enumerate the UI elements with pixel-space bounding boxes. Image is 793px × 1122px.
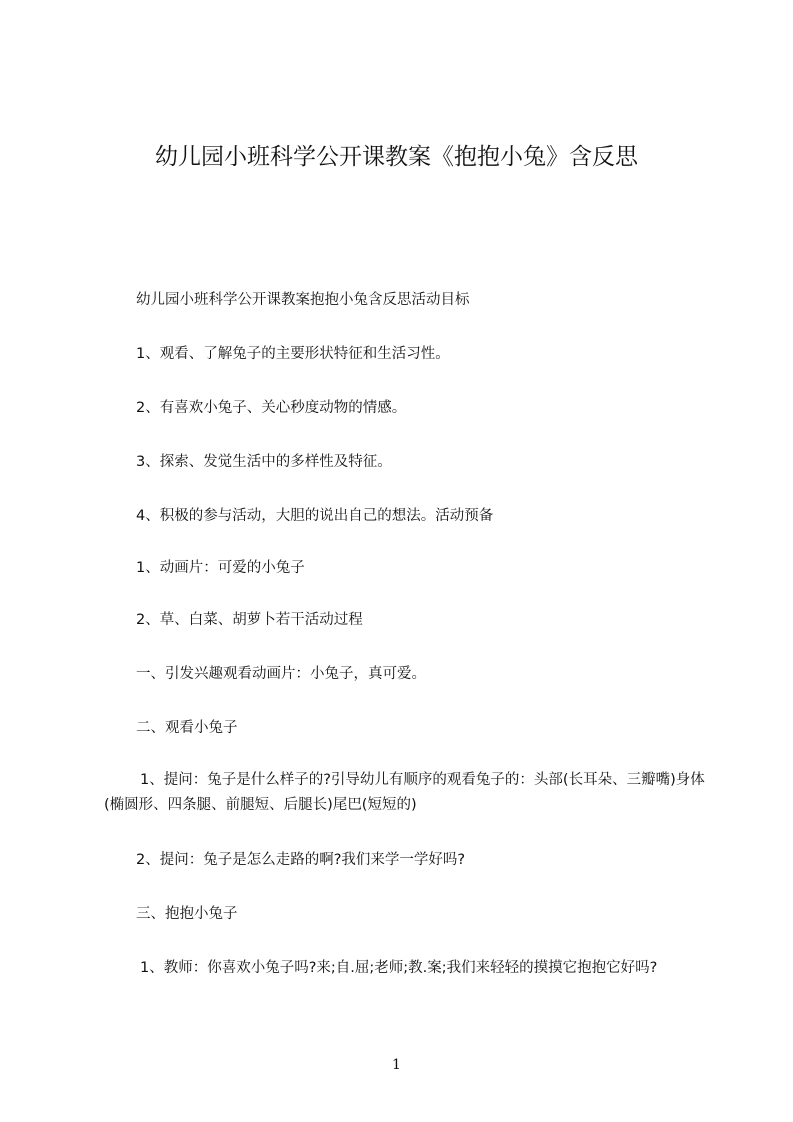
paragraph-step-3-q1: 1、教师：你喜欢小兔子吗?来;自.屈;老师;教.案;我们来轻轻的摸摸它抱抱它好吗? (140, 960, 658, 976)
paragraph-step-2: 二、观看小兔子 (136, 720, 238, 736)
paragraph-intro: 幼儿园小班科学公开课教案抱抱小兔含反思活动目标 (136, 292, 470, 308)
paragraph-step-2-q2: 2、提问：兔子是怎么走路的啊?我们来学一学好吗? (136, 852, 466, 868)
paragraph-goal-1: 1、观看、了解兔子的主要形状特征和生活习性。 (136, 346, 450, 362)
paragraph-step-1: 一、引发兴趣观看动画片：小兔子，真可爱。 (136, 666, 426, 682)
page-number: 1 (392, 1057, 401, 1073)
paragraph-goal-4: 4、积极的参与活动，大胆的说出自己的想法。活动预备 (136, 508, 494, 524)
paragraph-goal-3: 3、探索、发觉生活中的多样性及特征。 (136, 454, 392, 470)
paragraph-goal-2: 2、有喜欢小兔子、关心秒度动物的情感。 (136, 400, 407, 416)
paragraph-step-2-q1: 1、提问：兔子是什么样子的?引导幼儿有顺序的观看兔子的：头部(长耳朵、三瓣嘴)身体(椭圆形、四条腿、前腿短、后腿长)尾巴(短短的) (104, 772, 705, 813)
paragraph-step-3: 三、抱抱小兔子 (136, 906, 238, 922)
paragraph-prep-2: 2、草、白菜、胡萝卜若干活动过程 (136, 612, 363, 628)
paragraph-prep-1: 1、动画片：可爱的小兔子 (136, 560, 305, 576)
document-title: 幼儿园小班科学公开课教案《抱抱小兔》含反思 (155, 144, 638, 170)
